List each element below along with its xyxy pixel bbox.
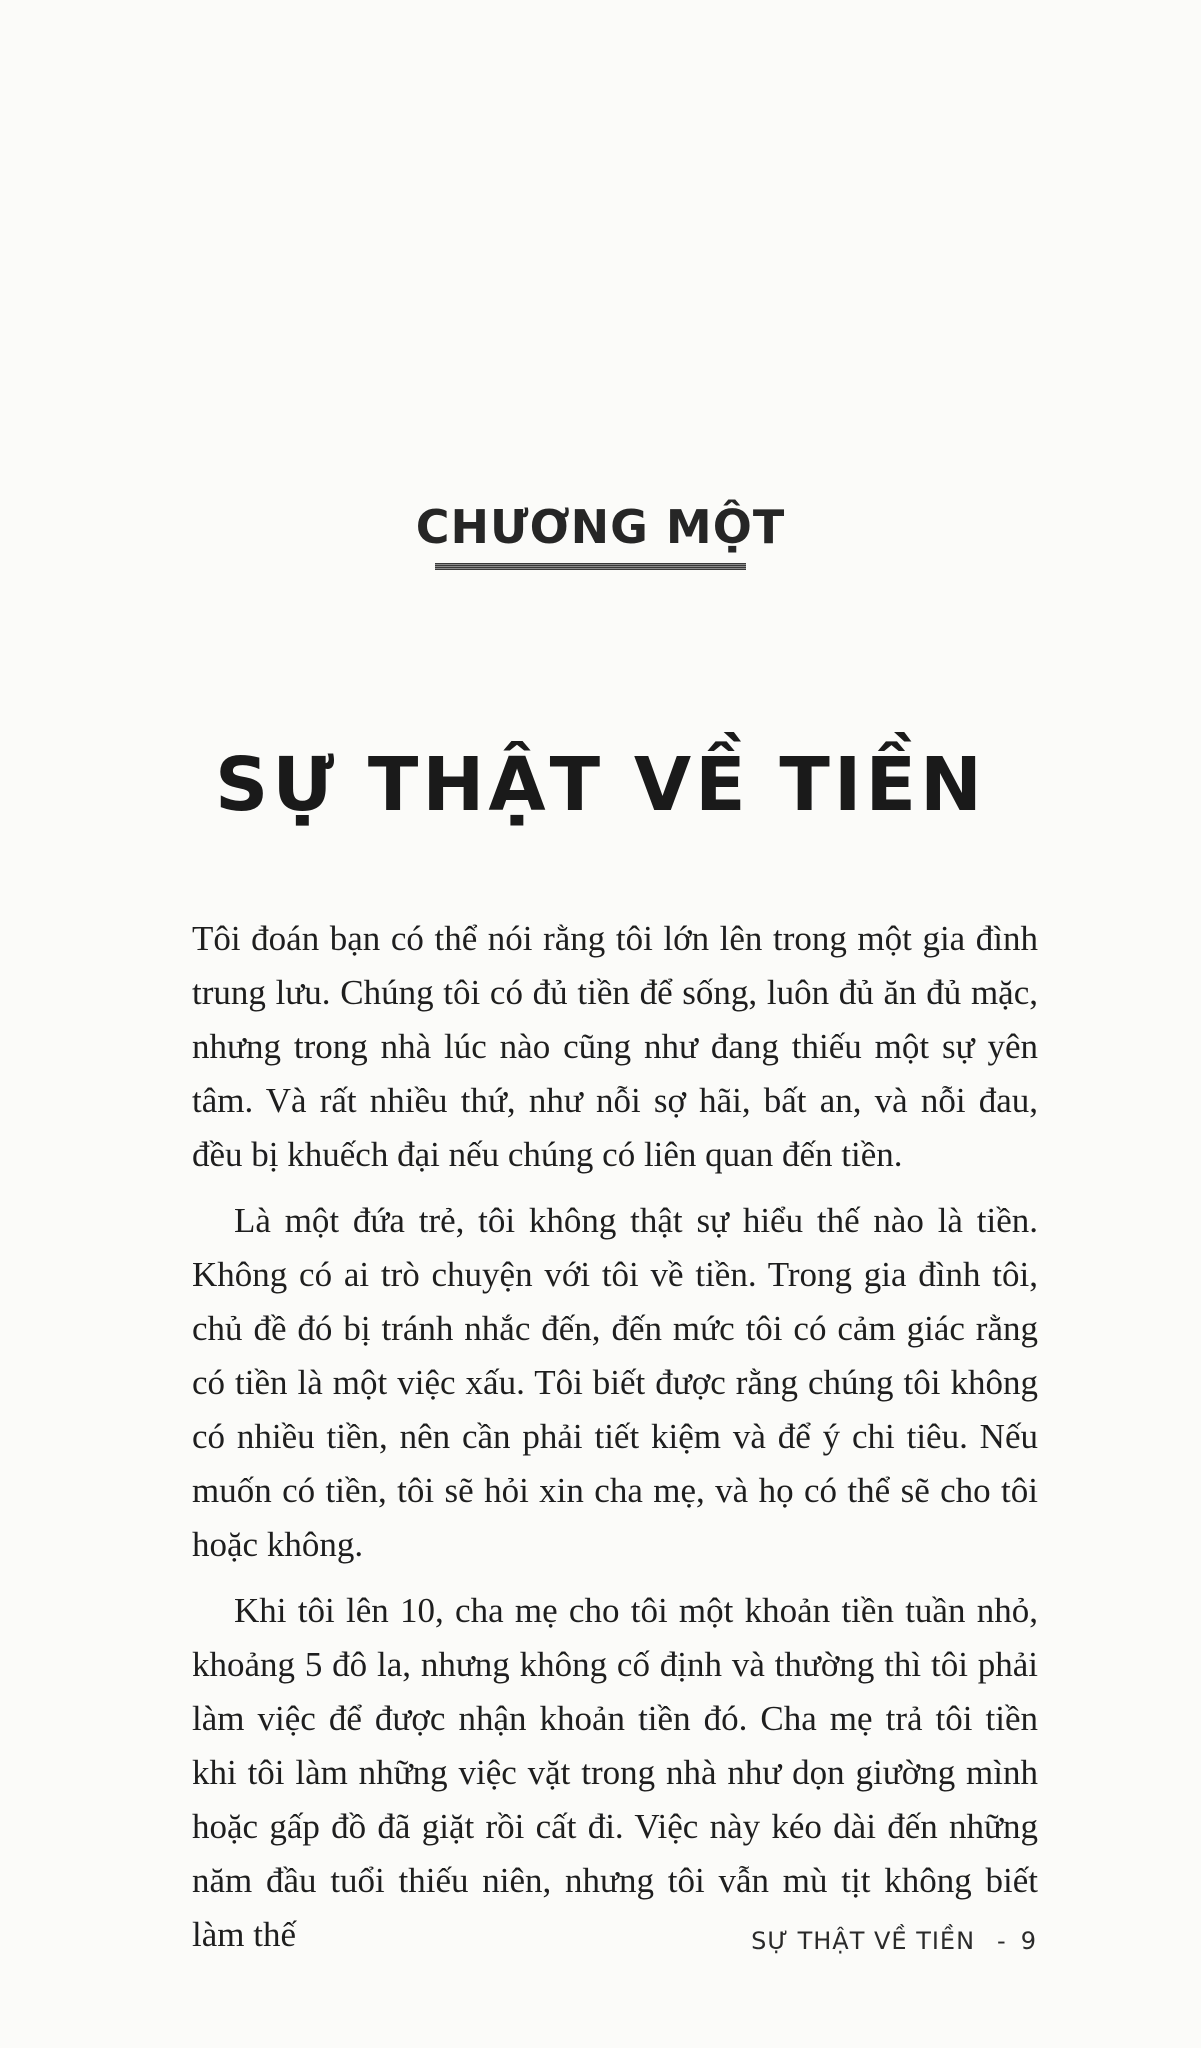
page-footer <box>751 1927 1037 1955</box>
chapter-underline <box>435 563 746 570</box>
paragraph-2: Là một đứa trẻ, tôi không thật sự hiểu thế nào là tiền. Không có ai trò chuyện với tôi về tiền. Trong gia đình tôi, chủ đề đó bị tránh nhắc đến, đến mức tôi có cảm giác rằng có tiền là một việc xấu. Tôi biết được rằng chúng tôi không có nhiều tiền, nên cần phải tiết kiệm và để ý chi tiêu. Nếu muốn có tiền, tôi sẽ hỏi xin cha mẹ, và họ có thể sẽ cho tôi hoặc không. <box>192 1201 1038 1564</box>
chapter-title: SỰ THẬT VỀ TIỀN <box>215 742 986 828</box>
paragraph-3: Khi tôi lên 10, cha mẹ cho tôi một khoản tiền tuần nhỏ, khoảng 5 đô la, nhưng không cố định và thường thì tôi phải làm việc để được nhận khoản tiền đó. Cha mẹ trả tôi tiền khi tôi làm những việc vặt trong nhà như dọn giường mình hoặc gấp đồ đã giặt rồi cất đi. Việc này kéo dài đến những năm đầu tuổi thiếu niên, nhưng tôi vẫn mù tịt không biết làm thế <box>192 1591 1038 1954</box>
chapter-label: CHƯƠNG MỘT <box>415 500 786 554</box>
page-number: 9 <box>1020 1927 1037 1955</box>
running-title: SỰ THẬT VỀ TIỀN <box>751 1927 976 1955</box>
body-text <box>192 912 1038 1974</box>
paragraph-1: Tôi đoán bạn có thể nói rằng tôi lớn lên trong một gia đình trung lưu. Chúng tôi có đủ tiền để sống, luôn đủ ăn đủ mặc, nhưng trong nhà lúc nào cũng như đang thiếu một sự yên tâm. Và rất nhiều thứ, như nỗi sợ hãi, bất an, và nỗi đau, đều bị khuếch đại nếu chúng có liên quan đến tiền. <box>192 919 1038 1174</box>
footer-separator: - <box>997 1927 1007 1955</box>
